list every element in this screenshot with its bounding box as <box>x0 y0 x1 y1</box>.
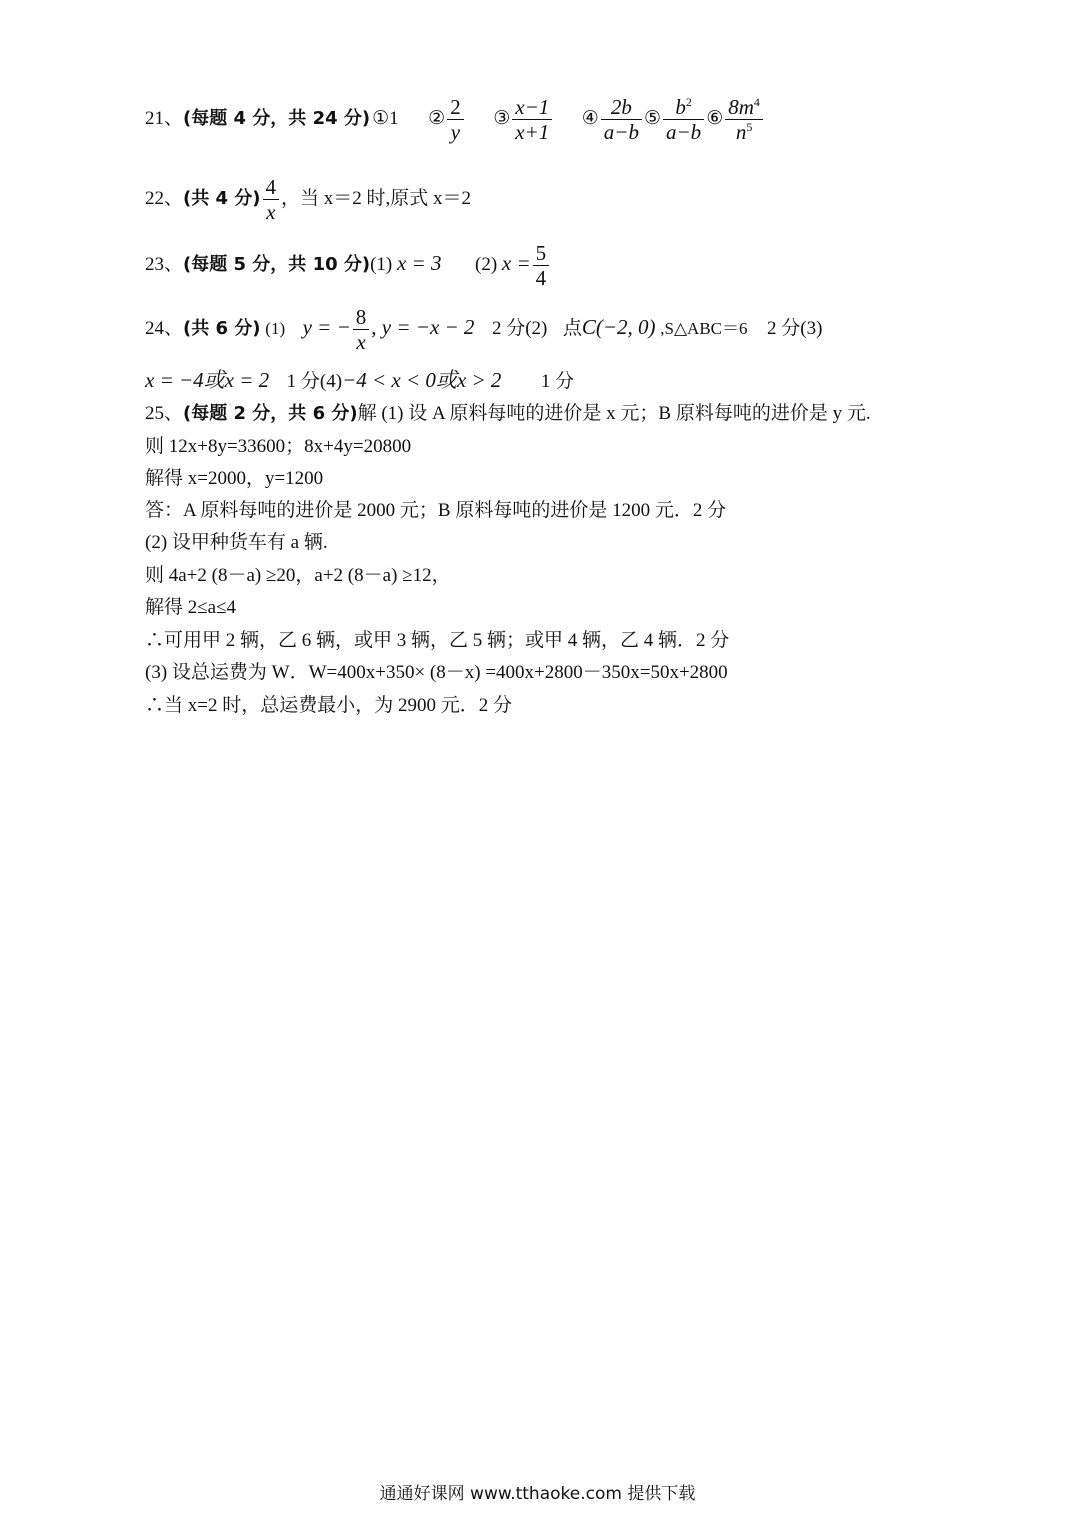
q25-score: (每题 2 分，共 6 分) <box>183 403 358 424</box>
q25-intro: 解 (1) 设 A 原料每吨的进价是 x 元；B 原料每吨的进价是 y 元. <box>357 403 871 424</box>
q24-eq1-rhs: , y = −x − 2 <box>371 315 475 339</box>
q21-marker-2: ② <box>428 108 446 129</box>
q24-score-1: 2 分(2) <box>491 318 548 339</box>
q24-line-1 <box>145 305 822 354</box>
q24-eq1-lhs: y = − <box>302 315 351 339</box>
q21-fraction-5: $\frac{b^2}{a-b}$ <box>663 95 704 144</box>
q24-answer-4: −4 < x < 0或x > 2 <box>342 368 502 392</box>
q21-answer-1: ①1 <box>372 108 399 129</box>
q24-point-label: 点 <box>562 318 582 339</box>
q21-fraction-2: $\frac{2}{y}$ <box>447 95 464 144</box>
q24-line-2 <box>145 370 574 391</box>
q21-line <box>145 95 765 144</box>
q25-line: ∴可用甲 2 辆，乙 6 辆，或甲 3 辆，乙 5 辆；或甲 4 辆，乙 4 辆．2 分 <box>145 630 730 651</box>
q25-heading <box>145 404 871 423</box>
q24-eq1-fraction: $\frac{8}{x}$ <box>353 305 370 354</box>
q21-marker-3: ③ <box>493 108 511 129</box>
q24-number: 24、 <box>145 318 184 339</box>
q21-fraction-3: $\frac{x-1}{x+1}$ <box>512 95 552 144</box>
q21-fraction-4: $\frac{2b}{a-b}$ <box>601 95 642 144</box>
q25-line: 解得 x=2000，y=1200 <box>145 468 324 489</box>
q23-line <box>145 241 551 290</box>
q21-fraction-6: $\frac{8m^4}{n^5}$ <box>725 95 763 144</box>
q24-score-2: 2 分(3) <box>767 318 823 339</box>
q25-line: ∴当 x=2 时，总运费最小，为 2900 元．2 分 <box>145 695 512 716</box>
q24-score: (共 6 分) <box>183 318 261 339</box>
q23-answer-1: x = 3 <box>397 251 442 275</box>
q23-part-2: (2) <box>475 254 498 275</box>
q25-line: 则 4a+2 (8－a) ≥20，a+2 (8－a) ≥12， <box>145 565 451 586</box>
q23-part-1: (1) <box>370 254 393 275</box>
q25-line: 答：A 原料每吨的进价是 2000 元；B 原料每吨的进价是 1200 元．2 分 <box>145 500 727 521</box>
q22-text: ，当 x＝2 时,原式 x＝2 <box>281 188 472 209</box>
q25-line: 解得 2≤a≤4 <box>145 597 237 618</box>
q25-line: (3) 设总运费为 W．W=400x+350× (8－x) =400x+2800－350x=50x+2800 <box>145 662 728 683</box>
q24-answer-3: x = −4或x = 2 <box>145 368 270 392</box>
q22-score: (共 4 分) <box>183 188 261 209</box>
q25-number: 25、 <box>145 403 184 424</box>
q25-line: 则 12x+8y=33600；8x+4y=20800 <box>145 436 412 457</box>
q23-answer-2-fraction: $\frac{5}{4}$ <box>533 241 550 290</box>
q22-number: 22、 <box>145 188 184 209</box>
q24-score-3: 1 分(4) <box>286 371 343 392</box>
q22-line <box>145 175 471 224</box>
q21-marker-5: ⑤ <box>643 108 662 129</box>
q22-fraction: $\frac{4}{x}$ <box>263 175 280 224</box>
q21-marker-6: ⑥ <box>706 108 724 129</box>
q24-area: ,S△ABC＝6 <box>660 319 748 338</box>
q24-score-4: 1 分 <box>540 371 575 392</box>
q21-score: (每题 4 分，共 24 分) <box>183 108 371 129</box>
q24-point-math: C(−2, 0) <box>581 315 656 339</box>
q24-part-1: (1) <box>265 319 286 338</box>
q23-number: 23、 <box>145 254 184 275</box>
footer-credit: 通通好课网 www.tthaoke.com 提供下载 <box>379 1484 696 1504</box>
q23-score: (每题 5 分，共 10 分) <box>183 254 371 275</box>
q21-marker-4: ④ <box>581 108 599 129</box>
q25-line: (2) 设甲种货车有 a 辆. <box>145 532 328 553</box>
q23-answer-2-lhs: x = <box>501 251 531 275</box>
q21-number: 21、 <box>145 108 184 129</box>
